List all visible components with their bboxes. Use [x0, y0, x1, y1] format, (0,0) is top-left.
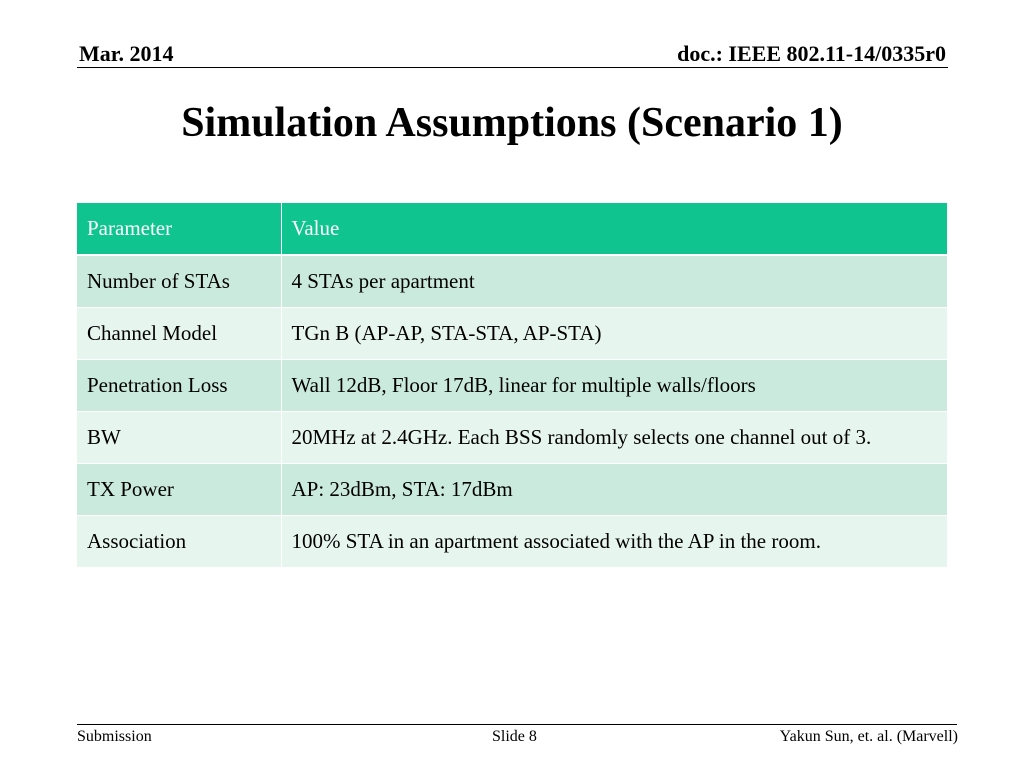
value-cell: AP: 23dBm, STA: 17dBm — [281, 464, 947, 516]
header-divider — [77, 67, 948, 68]
footer-submission: Submission — [77, 728, 152, 745]
parameter-cell: Channel Model — [77, 308, 281, 360]
value-cell: 4 STAs per apartment — [281, 255, 947, 308]
simulation-parameters-table — [77, 203, 947, 568]
parameter-cell: Number of STAs — [77, 255, 281, 308]
header-date: Mar. 2014 — [79, 41, 174, 66]
parameter-cell: Penetration Loss — [77, 360, 281, 412]
footer-slide-number: Slide 8 — [492, 728, 537, 745]
slide-title: Simulation Assumptions (Scenario 1) — [181, 100, 843, 146]
footer-divider — [77, 724, 957, 725]
value-cell: 100% STA in an apartment associated with the AP in the room. — [281, 516, 947, 568]
column-header-parameter: Parameter — [77, 203, 281, 255]
table-row — [77, 516, 947, 568]
value-cell: Wall 12dB, Floor 17dB, linear for multiple walls/floors — [281, 360, 947, 412]
table-row — [77, 412, 947, 464]
parameter-cell: BW — [77, 412, 281, 464]
parameter-cell: Association — [77, 516, 281, 568]
table-row — [77, 464, 947, 516]
table-row — [77, 360, 947, 412]
column-header-value: Value — [281, 203, 947, 255]
header-doc-id: doc.: IEEE 802.11-14/0335r0 — [677, 41, 946, 66]
table-header-row — [77, 203, 947, 255]
value-cell: TGn B (AP-AP, STA-STA, AP-STA) — [281, 308, 947, 360]
footer-author: Yakun Sun, et. al. (Marvell) — [779, 728, 958, 745]
parameter-cell: TX Power — [77, 464, 281, 516]
value-cell: 20MHz at 2.4GHz. Each BSS randomly selects one channel out of 3. — [281, 412, 947, 464]
table-row — [77, 308, 947, 360]
table-row — [77, 255, 947, 308]
